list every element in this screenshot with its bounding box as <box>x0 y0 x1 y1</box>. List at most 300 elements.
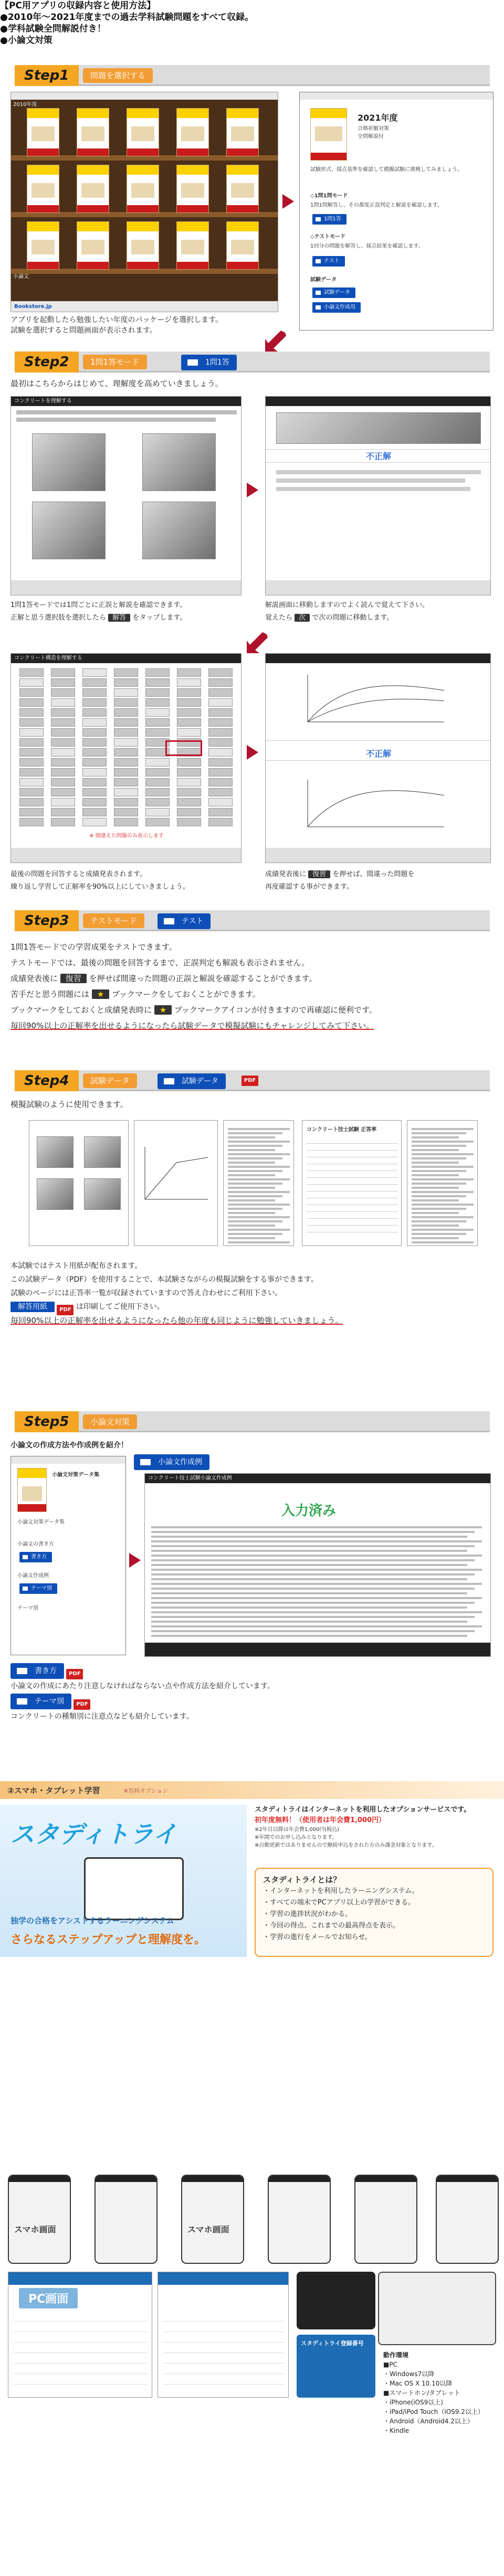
question-result-cell[interactable] <box>82 708 107 717</box>
question-result-cell[interactable] <box>19 708 44 717</box>
table-row <box>307 1178 398 1185</box>
question-text-line <box>16 410 237 414</box>
list-row[interactable] <box>14 2367 148 2374</box>
question-result-cell[interactable] <box>82 808 107 816</box>
question-result-cell[interactable] <box>114 748 138 757</box>
question-result-cell[interactable] <box>51 738 75 747</box>
answer-sheet-button[interactable]: 解答用紙 <box>10 1302 55 1312</box>
question-result-cell[interactable] <box>177 678 201 687</box>
question-result-cell[interactable] <box>19 668 44 677</box>
text-line <box>412 1141 474 1143</box>
step5-header <box>15 1411 490 1432</box>
question-result-cell[interactable] <box>51 748 75 757</box>
step3-line-5: ブックマークをしておくと成績発表時に ★ ブックマークアイコンが付きますので再確認に便利です。 <box>10 1005 377 1015</box>
req-head: 動作環境 <box>383 2351 409 2359</box>
question-screenshot <box>10 396 242 595</box>
pdf-page-5 <box>407 1120 478 1246</box>
step3-line-6: 毎回90%以上の正解率を出せるようになったら試験データで模擬試験にもチャレンジしてみて下さい。 <box>10 1021 374 1030</box>
list-row[interactable] <box>14 2377 148 2385</box>
step2-text-5: 最後の問題を回答すると成績発表されます。 <box>10 870 146 878</box>
question-result-cell[interactable] <box>208 668 233 677</box>
question-result-cell[interactable] <box>145 788 170 796</box>
year-package-book[interactable] <box>27 108 59 156</box>
review-footer <box>266 848 491 863</box>
year-package-book[interactable] <box>127 108 159 156</box>
text-line <box>151 1559 475 1561</box>
table-row <box>307 1144 398 1151</box>
question-result-cell[interactable] <box>177 698 201 707</box>
question-result-cell[interactable] <box>208 778 233 786</box>
question-result-cell[interactable] <box>82 788 107 796</box>
req-6: ・iPad/iPod Touch（iOS9.2以上） <box>383 2408 484 2415</box>
text-line <box>228 1204 290 1206</box>
question-result-cell[interactable] <box>114 728 138 737</box>
question-result-cell[interactable] <box>177 718 201 727</box>
table-row <box>307 1206 398 1212</box>
intro-line-3: ●学科試験全問解説付き！ <box>0 24 106 34</box>
text-line <box>228 1208 282 1210</box>
question-result-cell[interactable] <box>114 768 138 776</box>
question-result-cell[interactable] <box>51 678 75 687</box>
list-row[interactable] <box>14 2346 148 2353</box>
question-result-cell[interactable] <box>82 818 107 826</box>
window-titlebar <box>11 92 278 100</box>
question-result-cell[interactable] <box>82 738 107 747</box>
exam-data-button[interactable]: 試験データ <box>312 288 355 298</box>
pdf-photo <box>37 1136 74 1168</box>
text-line <box>412 1204 474 1206</box>
year-package-book[interactable] <box>27 165 59 213</box>
promo-desc-5: ※自動更新ではありませんので継続申込をされた方のみ課金対象となります。 <box>255 1843 437 1848</box>
text-line <box>151 1583 482 1585</box>
pdf-page-1 <box>29 1120 129 1246</box>
table-row <box>307 1212 398 1219</box>
question-result-cell[interactable] <box>51 668 75 677</box>
answer-titlebar <box>266 397 491 406</box>
question-result-cell[interactable] <box>82 698 107 707</box>
text-line <box>228 1157 282 1159</box>
promo-desc-4: ※年間でのお申し込みとなります。 <box>255 1835 338 1840</box>
year-package-book[interactable] <box>77 108 109 156</box>
question-result-cell[interactable] <box>208 678 233 687</box>
step2-text-2: 正解と思う選択肢を選択したら 解答 をタップします。 <box>10 614 187 622</box>
answer-key-button[interactable]: 解答 <box>108 614 130 622</box>
app-footer <box>11 301 278 312</box>
year-package-book[interactable] <box>226 165 259 213</box>
table-row <box>307 1158 398 1164</box>
question-result-cell[interactable] <box>51 718 75 727</box>
feature-5: ・学習の進行をメールでお知らせ。 <box>263 1933 372 1941</box>
review-screenshot <box>265 653 491 863</box>
text-line <box>412 1145 466 1147</box>
pdf-photo <box>84 1178 121 1210</box>
question-result-cell[interactable] <box>208 698 233 707</box>
question-result-cell[interactable] <box>51 758 75 767</box>
question-result-cell[interactable] <box>145 758 170 767</box>
essay-button[interactable]: 小論文作成用 <box>312 302 361 313</box>
intro-line-4: ●小論文対策 <box>0 35 52 46</box>
table-row <box>307 1165 398 1171</box>
question-result-cell[interactable] <box>51 818 75 826</box>
question-result-cell[interactable] <box>145 688 170 697</box>
question-result-cell[interactable] <box>82 798 107 806</box>
question-result-cell[interactable] <box>19 758 44 767</box>
promo-head: ②スマホ・タブレット学習 <box>7 1786 100 1795</box>
pdf-icon: PDF <box>66 1669 83 1679</box>
theme-button[interactable]: テーマ別 <box>19 1583 57 1594</box>
step2-number: Step2 <box>15 352 79 372</box>
year-package-book[interactable] <box>226 221 259 270</box>
smartphone-screen <box>181 2175 244 2264</box>
question-result-cell[interactable] <box>51 698 75 707</box>
choice-photo-4[interactable] <box>142 502 216 559</box>
sp-label: スマホ画面 <box>14 2224 56 2234</box>
step3-header <box>15 910 490 931</box>
question-result-cell[interactable] <box>208 798 233 806</box>
pc-header <box>158 2272 289 2285</box>
pdf-page-3 <box>223 1120 294 1246</box>
list-row[interactable] <box>163 2346 284 2353</box>
howto-button[interactable]: 書き方 <box>19 1552 52 1562</box>
text-line <box>412 1170 466 1172</box>
step1-header <box>15 65 490 86</box>
essay-app-title: 小論文対策データ集 <box>52 1472 99 1478</box>
text-line <box>412 1128 474 1130</box>
question-result-cell[interactable] <box>19 718 44 727</box>
question-result-cell[interactable] <box>208 738 233 747</box>
question-result-cell[interactable] <box>19 728 44 737</box>
explanation-line <box>276 470 481 474</box>
text-line <box>228 1212 275 1214</box>
question-result-cell[interactable] <box>114 758 138 767</box>
question-result-cell[interactable] <box>114 718 138 727</box>
shelf-essay-label: 小論文 <box>13 274 29 280</box>
question-result-cell[interactable] <box>19 678 44 687</box>
question-result-cell[interactable] <box>208 758 233 767</box>
table-row <box>307 1219 398 1226</box>
text-line <box>151 1602 475 1604</box>
question-result-cell[interactable] <box>145 678 170 687</box>
step2-text-bottom-right <box>265 868 414 893</box>
question-result-cell[interactable] <box>177 708 201 717</box>
question-result-cell[interactable] <box>51 708 75 717</box>
test-button[interactable]: テスト <box>312 256 345 267</box>
question-result-cell[interactable] <box>145 818 170 826</box>
choice-photo-2[interactable] <box>142 433 216 491</box>
question-text-line <box>16 418 216 422</box>
text-line <box>151 1630 475 1632</box>
step3-body <box>10 939 377 1034</box>
text-line <box>151 1578 467 1580</box>
question-result-cell[interactable] <box>82 748 107 757</box>
promo-visual <box>0 1805 247 1957</box>
step5-body <box>10 1663 275 1724</box>
essay-book-cover[interactable] <box>17 1468 47 1512</box>
choice-row[interactable] <box>266 732 491 741</box>
question-result-cell[interactable] <box>177 688 201 697</box>
year-package-book[interactable] <box>176 165 209 213</box>
step1-desc-2: 試験を選択すると問題画面が表示されます。 <box>10 326 157 335</box>
question-result-cell[interactable] <box>177 668 201 677</box>
question-result-cell[interactable] <box>145 668 170 677</box>
question-result-cell[interactable] <box>114 668 138 677</box>
year-package-book[interactable] <box>127 221 159 270</box>
question-result-cell[interactable] <box>114 738 138 747</box>
step2-text-bottom-left <box>10 868 190 893</box>
promo-desc-1: スタディトライはインターネットを利用したオプションサービスです。 <box>255 1806 471 1814</box>
review-key-button[interactable]: 復習 <box>60 974 87 983</box>
step4-line-1: 模擬試験のように使用できます。 <box>10 1100 128 1109</box>
question-result-cell[interactable] <box>145 798 170 806</box>
question-result-cell[interactable] <box>177 758 201 767</box>
req-1: ■PC <box>383 2361 397 2368</box>
step4-label: 試験データ <box>83 1073 137 1088</box>
step3-line-2: テストモードでは、最後の問題を回答するまで、正誤判定も解説も表示されません。 <box>10 958 310 967</box>
next-key-button[interactable]: 次 <box>295 614 310 622</box>
essay-footer <box>145 1643 491 1657</box>
step2-text-7: 成績発表後に 復習 を押せば、間違った問題を <box>265 870 415 878</box>
result-grid-screenshot <box>10 653 242 863</box>
question-result-cell[interactable] <box>51 728 75 737</box>
book-cover-2021[interactable] <box>310 108 347 161</box>
question-result-cell[interactable] <box>51 778 75 786</box>
text-line <box>228 1183 282 1185</box>
text-line <box>151 1635 467 1637</box>
year-package-book[interactable] <box>176 108 209 156</box>
text-line <box>412 1183 466 1185</box>
text-line <box>228 1162 275 1164</box>
promo-header <box>0 1781 504 1799</box>
list-row[interactable] <box>14 2325 148 2332</box>
question-title: コンクリートを理解する <box>14 398 72 404</box>
question-result-cell[interactable] <box>177 728 201 737</box>
question-result-cell[interactable] <box>114 808 138 816</box>
text-line <box>412 1136 459 1138</box>
feature-3: ・学習の進捗状況がわかる。 <box>263 1910 352 1918</box>
step3-label: テストモード <box>83 913 144 928</box>
question-result-cell[interactable] <box>114 778 138 786</box>
smartphone-screen <box>8 2175 71 2264</box>
text-line <box>412 1191 474 1193</box>
question-result-cell[interactable] <box>19 798 44 806</box>
promo-description <box>255 1805 496 1849</box>
text-line <box>151 1588 475 1590</box>
text-line <box>228 1216 290 1218</box>
arrow-right-icon <box>129 1553 141 1568</box>
pc-screen-shot-2 <box>158 2272 289 2398</box>
sp-label: スマホ画面 <box>187 2224 229 2234</box>
question-result-cell[interactable] <box>114 698 138 707</box>
question-result-cell[interactable] <box>208 728 233 737</box>
question-result-cell[interactable] <box>177 818 201 826</box>
text-line <box>151 1564 467 1566</box>
question-result-cell[interactable] <box>19 698 44 707</box>
grid-footer <box>11 848 242 863</box>
question-result-cell[interactable] <box>114 708 138 717</box>
req-8: ・Kindle <box>383 2427 410 2434</box>
one-by-one-button[interactable]: 1問1答 <box>312 214 346 225</box>
explanation-line <box>276 478 465 483</box>
step2-text-8: 再度確認する事ができます。 <box>265 883 353 891</box>
review-titlebar <box>266 654 491 663</box>
entered-stamp: 入力済み <box>281 1503 337 1519</box>
pdf-page-4 <box>302 1120 402 1246</box>
question-result-cell[interactable] <box>208 768 233 776</box>
question-result-cell[interactable] <box>114 788 138 796</box>
step2-text-right <box>265 599 429 624</box>
question-result-cell[interactable] <box>177 768 201 776</box>
tablet-device <box>297 2272 375 2329</box>
question-result-cell[interactable] <box>145 778 170 786</box>
text-line <box>412 1174 459 1176</box>
step4-body <box>10 1259 343 1327</box>
pc-header <box>8 2272 152 2285</box>
grid-note: ※ 間違えた問題のみ表示します <box>89 833 164 839</box>
studytry-logo: スタディトライ <box>10 1820 177 1848</box>
text-line <box>412 1208 466 1210</box>
question-result-cell[interactable] <box>177 788 201 796</box>
question-result-cell[interactable] <box>177 798 201 806</box>
text-line <box>228 1128 290 1130</box>
text-line <box>228 1225 275 1227</box>
question-result-cell[interactable] <box>51 768 75 776</box>
year-package-book[interactable] <box>176 221 209 270</box>
highlight-box <box>165 740 202 756</box>
question-result-cell[interactable] <box>208 688 233 697</box>
panel-line-2: 全問解説付 <box>358 134 384 140</box>
step2-desc: 最初はこちらからはじめて、理解度を高めていきましょう。 <box>10 379 223 388</box>
text-line <box>228 1153 290 1155</box>
pdf-doc-title: コンクリート技士試験 正答率 <box>307 1127 377 1133</box>
text-line <box>412 1153 474 1155</box>
question-result-cell[interactable] <box>82 678 107 687</box>
question-result-cell[interactable] <box>19 688 44 697</box>
table-row <box>307 1199 398 1205</box>
list-row[interactable] <box>163 2335 284 2343</box>
text-line <box>151 1555 482 1557</box>
question-result-cell[interactable] <box>82 688 107 697</box>
answer-footer <box>266 580 491 595</box>
list-row[interactable] <box>163 2325 284 2332</box>
question-result-cell[interactable] <box>51 808 75 816</box>
question-result-cell[interactable] <box>208 748 233 757</box>
bookmark-icon[interactable]: ★ <box>92 989 109 999</box>
text-line <box>151 1573 475 1576</box>
question-result-cell[interactable] <box>208 718 233 727</box>
year-package-book[interactable] <box>27 221 59 270</box>
question-result-cell[interactable] <box>208 788 233 796</box>
question-result-cell[interactable] <box>114 798 138 806</box>
list-row[interactable] <box>163 2367 284 2374</box>
year-package-book[interactable] <box>77 221 109 270</box>
list-row[interactable] <box>14 2335 148 2343</box>
question-result-cell[interactable] <box>82 758 107 767</box>
question-result-cell[interactable] <box>114 678 138 687</box>
text-line <box>151 1531 475 1533</box>
text-line <box>228 1220 282 1222</box>
question-result-cell[interactable] <box>208 818 233 826</box>
list-row[interactable] <box>163 2314 284 2322</box>
question-result-cell[interactable] <box>114 818 138 826</box>
feature-2: ・すべての端末でPCアプリ以上の学習ができる。 <box>263 1899 415 1907</box>
mode2-desc: 1回分の問題を解答し、採点結果を確認します。 <box>310 243 424 249</box>
question-result-cell[interactable] <box>177 808 201 816</box>
theme-chip: テーマ別 <box>10 1694 71 1709</box>
step4-line-5: 解答用紙 PDF は印刷してご使用下さい。 <box>10 1300 343 1314</box>
question-result-cell[interactable] <box>19 788 44 796</box>
question-result-cell[interactable] <box>82 768 107 776</box>
question-result-cell[interactable] <box>145 808 170 816</box>
essay-example-chip: 小論文作成例 <box>134 1454 209 1470</box>
question-result-cell[interactable] <box>82 668 107 677</box>
year-package-book[interactable] <box>226 108 259 156</box>
intro-block <box>0 0 504 46</box>
mode2-heading: ◇テストモード <box>310 234 345 240</box>
step2-text-6: 繰り返し学習して正解率を90%以上にしていきましょう。 <box>10 883 190 891</box>
year-package-book[interactable] <box>127 165 159 213</box>
text-line <box>412 1212 459 1214</box>
pc-screen-shot <box>8 2272 152 2398</box>
choice-photo-3[interactable] <box>32 502 106 559</box>
list-row[interactable] <box>163 2377 284 2385</box>
essay-list-1: 小論文対策データ集 <box>17 1519 65 1525</box>
card-text: スタディトライ登録番号 <box>301 2340 364 2347</box>
question-result-cell[interactable] <box>145 718 170 727</box>
text-line <box>228 1191 290 1193</box>
question-result-cell[interactable] <box>19 748 44 757</box>
feature-4: ・今回の得点、これまでの最高得点を表示。 <box>263 1922 400 1930</box>
review-key-button[interactable]: 復習 <box>308 870 330 878</box>
list-row[interactable] <box>163 2356 284 2364</box>
text-line <box>228 1237 275 1239</box>
incorrect-label: 不正解 <box>266 747 491 761</box>
question-result-cell[interactable] <box>19 818 44 826</box>
text-line <box>412 1132 466 1134</box>
text-line <box>412 1187 459 1189</box>
question-result-cell[interactable] <box>145 698 170 707</box>
year-package-book[interactable] <box>77 165 109 213</box>
pc-label: PC画面 <box>19 2288 78 2308</box>
question-result-cell[interactable] <box>114 688 138 697</box>
question-result-cell[interactable] <box>51 798 75 806</box>
list-row[interactable] <box>14 2314 148 2322</box>
question-result-cell[interactable] <box>51 788 75 796</box>
text-line <box>151 1616 475 1618</box>
question-result-cell[interactable] <box>82 778 107 786</box>
list-row[interactable] <box>14 2356 148 2364</box>
step2-label: 1問1答モード <box>83 355 147 369</box>
question-result-cell[interactable] <box>208 808 233 816</box>
question-result-cell[interactable] <box>19 768 44 776</box>
question-result-cell[interactable] <box>19 778 44 786</box>
step5-row-1 <box>10 1663 275 1679</box>
question-result-cell[interactable] <box>51 688 75 697</box>
arrow-down-left-icon <box>265 331 286 352</box>
question-result-cell[interactable] <box>177 778 201 786</box>
question-result-cell[interactable] <box>145 768 170 776</box>
question-result-cell[interactable] <box>145 708 170 717</box>
question-result-cell[interactable] <box>145 728 170 737</box>
choice-photo-1[interactable] <box>32 433 106 491</box>
question-result-cell[interactable] <box>82 728 107 737</box>
question-result-cell[interactable] <box>82 718 107 727</box>
question-result-cell[interactable] <box>19 808 44 816</box>
registration-card <box>297 2335 375 2398</box>
question-result-cell[interactable] <box>208 708 233 717</box>
one-by-one-chip: 1問1答 <box>181 355 237 370</box>
step5-number: Step5 <box>15 1411 79 1432</box>
question-result-cell[interactable] <box>19 738 44 747</box>
